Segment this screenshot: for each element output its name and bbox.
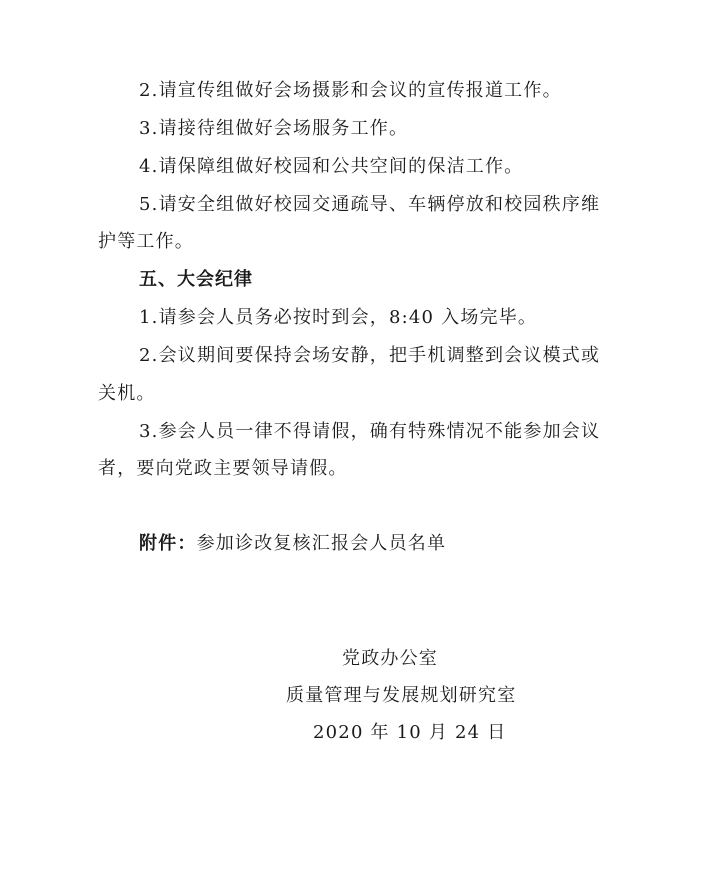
discipline-item-2: 2.会议期间要保持会场安静，把手机调整到会议模式或: [139, 345, 601, 366]
attachment-text: 参加诊改复核汇报会人员名单: [196, 533, 447, 554]
discipline-item-1: 1.请参会人员务必按时到会，8:40 入场完毕。: [139, 307, 538, 328]
paragraph-item-2: 2.请宣传组做好会场摄影和会议的宣传报道工作。: [139, 80, 562, 101]
signature-date: 2020 年 10 月 24 日: [313, 722, 507, 743]
discipline-item-3: 3.参会人员一律不得请假，确有特殊情况不能参加会议: [139, 421, 601, 442]
signature-org-2: 质量管理与发展规划研究室: [286, 685, 517, 706]
paragraph-item-5: 5.请安全组做好校园交通疏导、车辆停放和校园秩序维: [139, 194, 601, 215]
attachment-line: [139, 532, 446, 556]
attachment-label: 附件：: [139, 533, 197, 554]
paragraph-item-4: 4.请保障组做好校园和公共空间的保洁工作。: [139, 156, 524, 177]
signature-org-1: 党政办公室: [342, 648, 438, 669]
discipline-item-3-continued: 者，要向党政主要领导请假。: [98, 458, 348, 479]
section-heading: 五、大会纪律: [139, 269, 253, 290]
discipline-item-2-continued: 关机。: [98, 383, 156, 404]
paragraph-item-3: 3.请接待组做好会场服务工作。: [139, 118, 409, 139]
paragraph-item-5-continued: 护等工作。: [98, 231, 194, 252]
